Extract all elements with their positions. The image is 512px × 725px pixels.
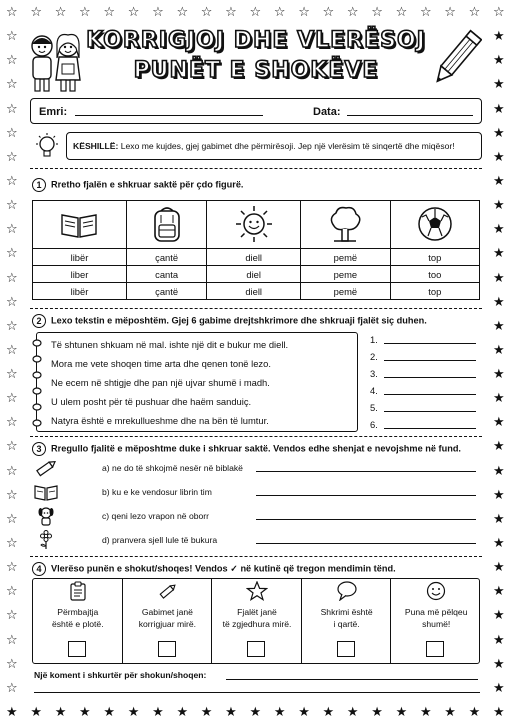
border-star-icon: ★ [493, 560, 505, 576]
section-2-number: 2 [32, 314, 46, 328]
card-line-1: Puna më pëlqeu [404, 607, 468, 617]
border-star-icon: ☆ [6, 560, 18, 576]
border-star-icon: ☆ [6, 198, 18, 214]
speech-bubble-icon [336, 581, 358, 601]
rating-card [302, 579, 392, 663]
title-line-1: KORRIGJOJ DHE VLERËSOJ [86, 28, 426, 53]
border-star-icon: ★ [493, 270, 505, 286]
icon-row [33, 201, 480, 249]
comment-line-2[interactable] [34, 692, 480, 693]
rating-cards [32, 578, 480, 664]
rating-card [33, 579, 123, 663]
border-star-icon: ☆ [419, 5, 432, 20]
answer-line[interactable] [370, 385, 480, 396]
border-star-icon: ☆ [6, 536, 18, 552]
word-option[interactable]: too [390, 266, 479, 283]
answer-line[interactable] [370, 334, 480, 345]
border-star-icon: ☆ [6, 656, 18, 672]
card-line-2: është e plotë. [51, 619, 104, 629]
border-star-icon: ☆ [6, 125, 18, 141]
date-field[interactable] [347, 115, 473, 116]
card-line-2: korrigjuar mirë. [138, 619, 197, 629]
border-star-icon: ☆ [103, 5, 116, 20]
card-line-2: të zgjedhura mirë. [222, 619, 292, 629]
icon-cell [207, 201, 301, 249]
border-star-icon: ★ [493, 173, 505, 189]
border-star-icon: ★ [493, 198, 505, 214]
border-star-icon: ★ [6, 705, 18, 720]
sentence-answer-line[interactable] [256, 543, 476, 544]
pencil-icon [430, 26, 482, 92]
border-star-icon: ☆ [6, 222, 18, 238]
pencil-icon [34, 458, 58, 478]
border-star-icon: ★ [249, 705, 262, 720]
border-star-icon: ★ [493, 77, 505, 93]
border-star-icon: ☆ [152, 5, 164, 20]
tip-box [66, 132, 482, 160]
border-star-icon: ★ [493, 29, 505, 45]
icon-cell [126, 201, 206, 249]
flower-icon [34, 530, 58, 550]
smiley-icon [425, 581, 447, 601]
border-star-icon: ☆ [30, 5, 42, 20]
answer-line[interactable] [370, 402, 480, 413]
border-star-icon: ★ [273, 705, 286, 720]
word-option[interactable]: canta [126, 266, 206, 283]
border-star-icon: ☆ [200, 5, 213, 20]
word-option[interactable]: diell [207, 249, 301, 266]
sentence-row [34, 530, 480, 550]
worksheet [24, 22, 488, 703]
border-star-icon: ☆ [6, 318, 18, 334]
section-1-instruction: Rretho fjalën e shkruar saktë për çdo figurë. [51, 179, 244, 190]
border-star-icon: ☆ [6, 101, 18, 117]
card-line-2: i qartë. [333, 619, 360, 629]
border-star-icon: ☆ [371, 5, 383, 20]
separator [30, 308, 482, 309]
border-star-icon: ★ [493, 680, 505, 696]
word-option[interactable]: pemë [301, 283, 390, 300]
border-star-icon: ☆ [6, 77, 18, 93]
border-star-icon: ☆ [6, 487, 18, 503]
border-star-icon: ☆ [6, 5, 18, 20]
border-star-icon: ★ [493, 656, 505, 672]
passage-line: U ulem posht për të pushuar dhe haëm sanduiç. [51, 396, 252, 407]
answer-line[interactable] [370, 351, 480, 362]
word-option[interactable]: libër [33, 283, 127, 300]
border-star-icon: ★ [493, 487, 505, 503]
border-star-icon: ☆ [6, 439, 18, 455]
border-star-icon: ★ [419, 705, 432, 720]
icon-cell [301, 201, 390, 249]
passage-line: Ne ecem në shtigje dhe pan një ujvar shumë i madh. [51, 377, 270, 388]
comment-line[interactable] [226, 679, 478, 680]
book-icon [59, 209, 99, 239]
card-line-1: Shkrimi është [320, 607, 373, 617]
border-star-icon: ☆ [468, 5, 481, 20]
border-star-icon: ★ [493, 463, 505, 479]
word-option[interactable]: çantë [126, 249, 206, 266]
border-star-icon: ☆ [6, 246, 18, 262]
rating-card [391, 579, 481, 663]
border-star-icon: ★ [493, 222, 505, 238]
border-star-icon: ☆ [225, 5, 237, 20]
section-3-instruction: Rregullo fjalitë e mëposhtme duke i shkruar saktë. Vendos edhe shenjat e nevojshme në fund. [51, 443, 461, 454]
sentence-text: d) pranvera sjell lule të bukura [102, 535, 218, 545]
section-4-heading [32, 562, 396, 576]
answer-number: 1. [370, 334, 378, 345]
rating-checkbox[interactable] [426, 641, 444, 657]
passage-line: Natyra është e mrekullueshme dhe na bën të lumtur. [51, 415, 269, 426]
name-date-box [30, 98, 482, 124]
border-star-icon: ☆ [395, 5, 408, 20]
border-star-icon: ☆ [6, 391, 18, 407]
tip-label: KËSHILLË: [73, 141, 119, 151]
sun-icon [234, 204, 274, 244]
border-star-icon: ★ [298, 705, 310, 720]
word-option[interactable]: peme [301, 266, 390, 283]
rating-card [212, 579, 302, 663]
lightbulb-icon [34, 132, 60, 162]
answer-number: 4. [370, 385, 378, 396]
passage-line: Të shtunen shkuam në mal. ishte një dit e bukur me diell. [51, 339, 289, 350]
word-row [33, 266, 480, 283]
border-star-icon: ★ [54, 705, 67, 720]
border-star-icon: ★ [468, 705, 481, 720]
border-star-icon: ☆ [6, 342, 18, 358]
word-option[interactable]: libër [33, 249, 127, 266]
date-label: Data: [313, 106, 341, 118]
border-star-icon: ★ [444, 705, 456, 720]
border-star-icon: ☆ [6, 584, 18, 600]
border-star-icon: ☆ [6, 270, 18, 286]
card-line-1: Gabimet janë [141, 607, 193, 617]
sentence-text: a) ne do të shkojmë nesër në biblakë [102, 463, 243, 473]
card-line-1: Përmbajtja [57, 607, 99, 617]
border-star-icon: ☆ [493, 5, 505, 20]
word-row [33, 283, 480, 300]
word-option[interactable]: diell [207, 283, 301, 300]
star-icon [246, 581, 268, 601]
border-star-icon: ★ [493, 584, 505, 600]
word-option[interactable]: top [390, 249, 479, 266]
border-star-icon: ★ [493, 149, 505, 165]
rating-checkbox[interactable] [247, 641, 265, 657]
border-star-icon: ★ [176, 705, 189, 720]
name-label: Emri: [39, 106, 68, 118]
icon-cell [390, 201, 479, 249]
border-star-icon: ☆ [127, 5, 140, 20]
section-1-heading [32, 178, 244, 192]
section-1-number: 1 [32, 178, 46, 192]
sentence-row [34, 458, 480, 478]
border-star-icon: ☆ [273, 5, 286, 20]
answer-number: 3. [370, 368, 378, 379]
passage-line: Mora me vete shoqen time arta dhe qenen tonë lezo. [51, 358, 271, 369]
border-star-icon: ★ [493, 318, 505, 334]
sentence-text: b) ku e ke vendosur librin tim [102, 487, 212, 497]
separator [30, 436, 482, 437]
word-option[interactable]: pemë [301, 249, 390, 266]
border-star-icon: ☆ [79, 5, 91, 20]
border-star-icon: ★ [322, 705, 335, 720]
section-3-heading [32, 442, 461, 456]
comment-row [34, 670, 480, 680]
border-star-icon: ☆ [249, 5, 262, 20]
border-star-icon: ★ [225, 705, 237, 720]
border-star-icon: ☆ [346, 5, 359, 20]
answer-number: 2. [370, 351, 378, 362]
border-star-icon: ★ [346, 705, 359, 720]
border-star-icon: ☆ [322, 5, 335, 20]
border-star-icon: ★ [200, 705, 213, 720]
tip-text: Lexo me kujdes, gjej gabimet dhe përmirësoji. Jep një vlerësim të sinqertë dhe miqësor! [120, 141, 455, 151]
pencil-icon [157, 581, 179, 601]
tip-row [30, 130, 482, 164]
word-option[interactable]: çantë [126, 283, 206, 300]
border-star-icon: ★ [493, 101, 505, 117]
rating-checkbox[interactable] [337, 641, 355, 657]
border-star-icon: ★ [493, 705, 505, 720]
answer-number: 6. [370, 419, 378, 430]
border-star-icon: ★ [493, 511, 505, 527]
icon-cell [33, 201, 127, 249]
section-2-heading [32, 314, 427, 328]
border-star-icon: ★ [152, 705, 164, 720]
border-star-icon: ★ [493, 125, 505, 141]
border-star-icon: ★ [493, 632, 505, 648]
border-star-icon: ☆ [6, 294, 18, 310]
sentence-answer-line[interactable] [256, 495, 476, 496]
word-option[interactable]: diel [207, 266, 301, 283]
border-star-icon: ★ [493, 608, 505, 624]
border-star-icon: ☆ [6, 680, 18, 696]
answer-line[interactable] [370, 368, 480, 379]
sentence-text: c) qeni lezo vrapon në oborr [102, 511, 210, 521]
backpack-icon [150, 205, 184, 243]
border-star-icon: ☆ [176, 5, 189, 20]
open-book-icon [34, 482, 58, 502]
border-star-icon: ★ [493, 294, 505, 310]
name-field[interactable] [75, 115, 263, 116]
border-star-icon: ★ [493, 439, 505, 455]
section-2-instruction: Lexo tekstin e mëposhtëm. Gjej 6 gabime drejtshkrimore dhe shkruaji fjalët siç duhen. [51, 315, 427, 326]
border-star-icon: ★ [30, 705, 42, 720]
border-star-icon: ☆ [6, 149, 18, 165]
border-star-icon: ★ [79, 705, 91, 720]
border-star-icon: ★ [103, 705, 116, 720]
title-banner [24, 22, 488, 94]
border-star-icon: ★ [493, 342, 505, 358]
rating-checkbox[interactable] [158, 641, 176, 657]
children-icon [26, 30, 84, 94]
word-row [33, 249, 480, 266]
border-star-icon: ☆ [298, 5, 310, 20]
rating-checkbox[interactable] [68, 641, 86, 657]
border-star-icon: ☆ [6, 463, 18, 479]
word-option[interactable]: top [390, 283, 479, 300]
border-star-icon: ☆ [6, 173, 18, 189]
border-star-icon: ☆ [6, 632, 18, 648]
section-3-number: 3 [32, 442, 46, 456]
clipboard-icon [67, 581, 89, 601]
border-star-icon: ☆ [444, 5, 456, 20]
border-star-icon: ★ [493, 53, 505, 69]
sentence-row [34, 506, 480, 526]
sentence-row [34, 482, 480, 502]
answer-line[interactable] [370, 419, 480, 430]
separator [30, 556, 482, 557]
section-4-instruction: Vlerëso punën e shokut/shoqes! Vendos ✓ në kutinë që tregon mendimin tënd. [51, 563, 396, 574]
notebook-rings-icon [31, 337, 43, 429]
sentence-answer-line[interactable] [256, 519, 476, 520]
border-star-icon: ☆ [6, 415, 18, 431]
border-star-icon: ★ [127, 705, 140, 720]
answer-number: 5. [370, 402, 378, 413]
title-line-2: PUNËT E SHOKËVE [133, 58, 379, 83]
section-1-table [32, 200, 480, 300]
dog-icon [34, 506, 58, 526]
border-star-icon: ★ [395, 705, 408, 720]
border-star-icon: ☆ [6, 511, 18, 527]
border-star-icon: ☆ [54, 5, 67, 20]
border-star-icon: ★ [493, 536, 505, 552]
border-star-icon: ★ [493, 391, 505, 407]
comment-label: Një koment i shkurtër për shokun/shoqen: [34, 670, 207, 680]
word-option[interactable]: liber [33, 266, 127, 283]
border-star-icon: ★ [493, 246, 505, 262]
rating-card [123, 579, 213, 663]
text-passage [36, 332, 358, 432]
tree-icon [326, 204, 364, 244]
ball-icon [416, 205, 454, 243]
border-star-icon: ☆ [6, 53, 18, 69]
border-star-icon: ☆ [6, 608, 18, 624]
sentence-answer-line[interactable] [256, 471, 476, 472]
border-star-icon: ☆ [6, 29, 18, 45]
border-star-icon: ★ [493, 367, 505, 383]
border-star-icon: ★ [371, 705, 383, 720]
border-star-icon: ★ [493, 415, 505, 431]
section-4-number: 4 [32, 562, 46, 576]
card-line-2: shumë! [422, 619, 451, 629]
card-line-1: Fjalët janë [237, 607, 277, 617]
border-star-icon: ☆ [6, 367, 18, 383]
separator [30, 168, 482, 169]
